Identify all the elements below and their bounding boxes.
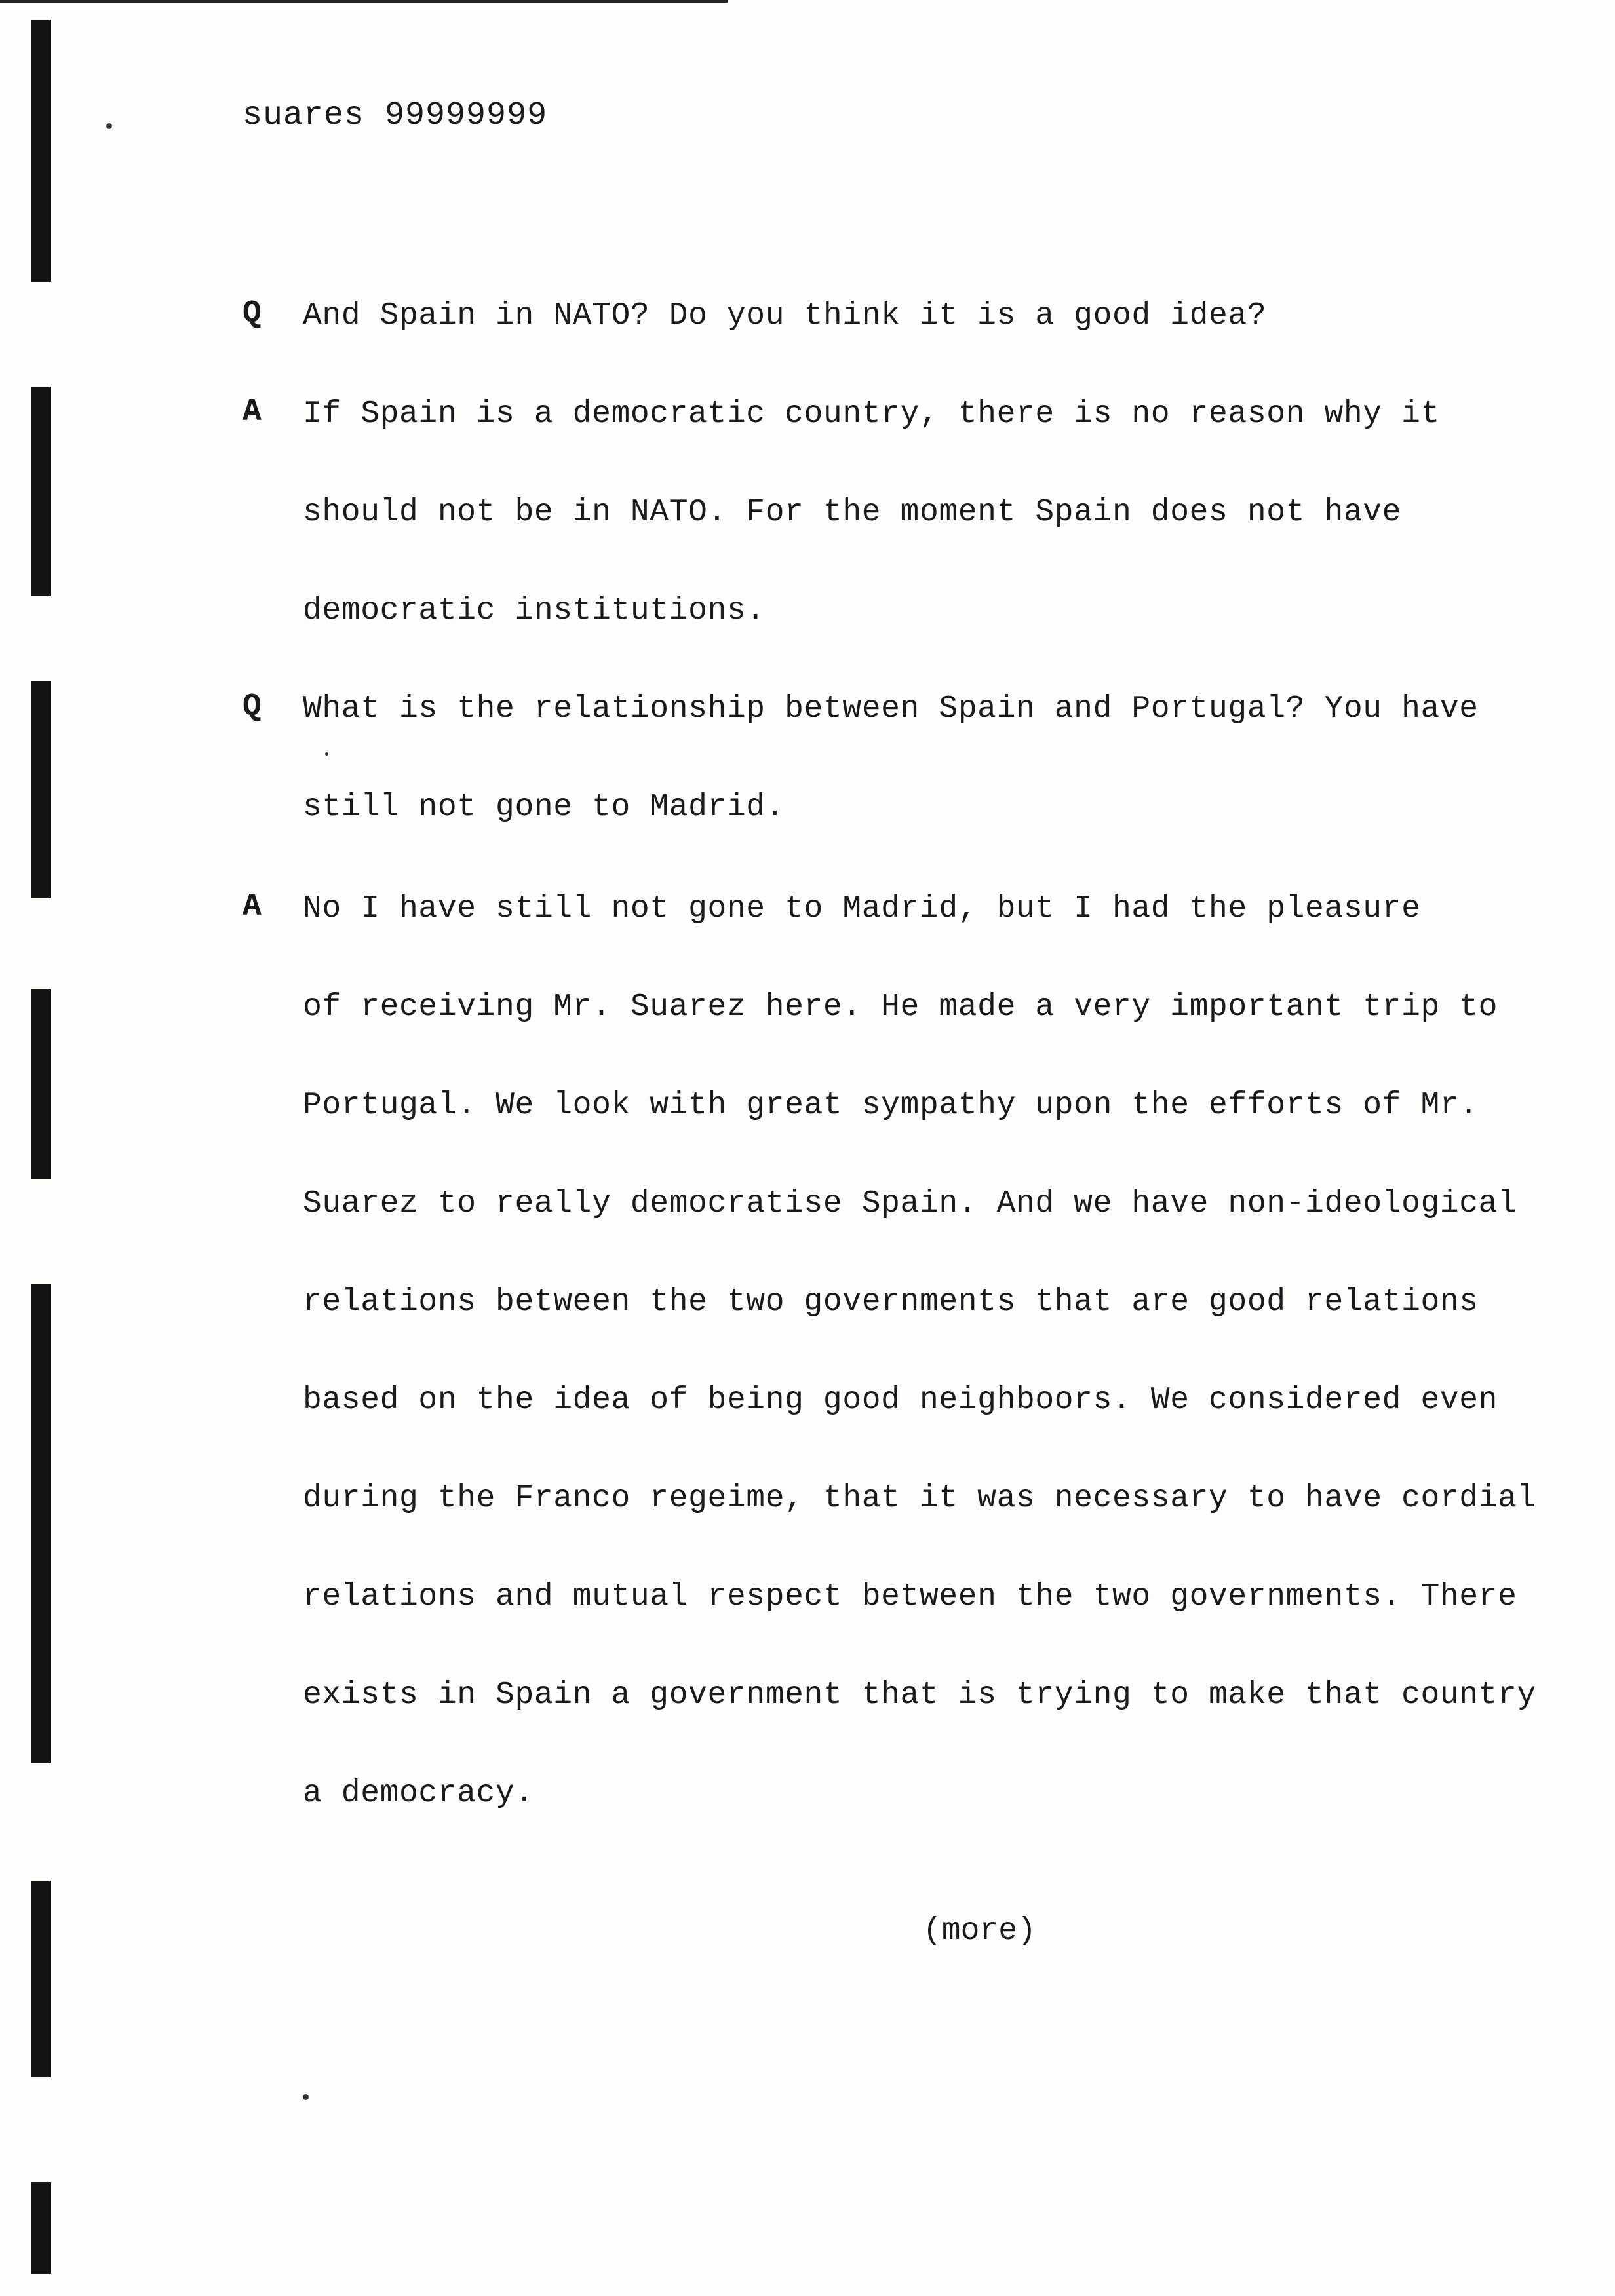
entry-line: democratic institutions. [303,593,766,628]
entry-line: And Spain in NATO? Do you think it is a good idea? [303,298,1267,334]
entry-line: of receiving Mr. Suarez here. He made a very important trip to [303,989,1498,1025]
entry-line: relations and mutual respect between the two governments. There [303,1579,1517,1615]
binding-mark [31,2182,51,2274]
binding-mark [31,1881,51,2077]
top-rule [0,0,728,3]
entry-line: based on the idea of being good neighboors. We considered even [303,1383,1498,1418]
speck [106,123,112,129]
entry-text [303,689,1601,886]
entry-line: during the Franco regeime, that it was necessary to have cordial [303,1481,1536,1516]
binding-mark [31,20,51,282]
entry-line: still not gone to Madrid. [303,790,785,825]
question-marker: Q [243,689,262,725]
question-marker: Q [243,296,262,332]
binding-mark [31,989,51,1179]
entry-text [303,889,1601,1872]
continuation-marker: (more) [923,1913,1036,1949]
entry-line: a democracy. [303,1776,534,1811]
answer-marker: A [243,394,262,430]
entry-line: should not be in NATO. For the moment Spain does not have [303,495,1402,530]
entry-line: exists in Spain a government that is trying to make that country [303,1677,1536,1713]
entry-line: Suarez to really democratise Spain. And we have non-ideological [303,1186,1517,1221]
entry-line: Portugal. We look with great sympathy upon the efforts of Mr. [303,1088,1479,1123]
entry-text [303,394,1601,689]
binding-mark [31,1284,51,1763]
document-header: suares 99999999 [243,97,548,134]
binding-mark [31,387,51,596]
entry-line: relations between the two governments that are good relations [303,1284,1479,1320]
binding-mark [31,681,51,898]
entry-line: If Spain is a democratic country, there is no reason why it [303,396,1440,432]
entry-line: No I have still not gone to Madrid, but I had the pleasure [303,891,1421,927]
speck [303,2094,309,2100]
entry-text [303,296,1601,394]
answer-marker: A [243,889,262,925]
entry-line: What is the relationship between Spain and Portugal? You have [303,691,1479,727]
